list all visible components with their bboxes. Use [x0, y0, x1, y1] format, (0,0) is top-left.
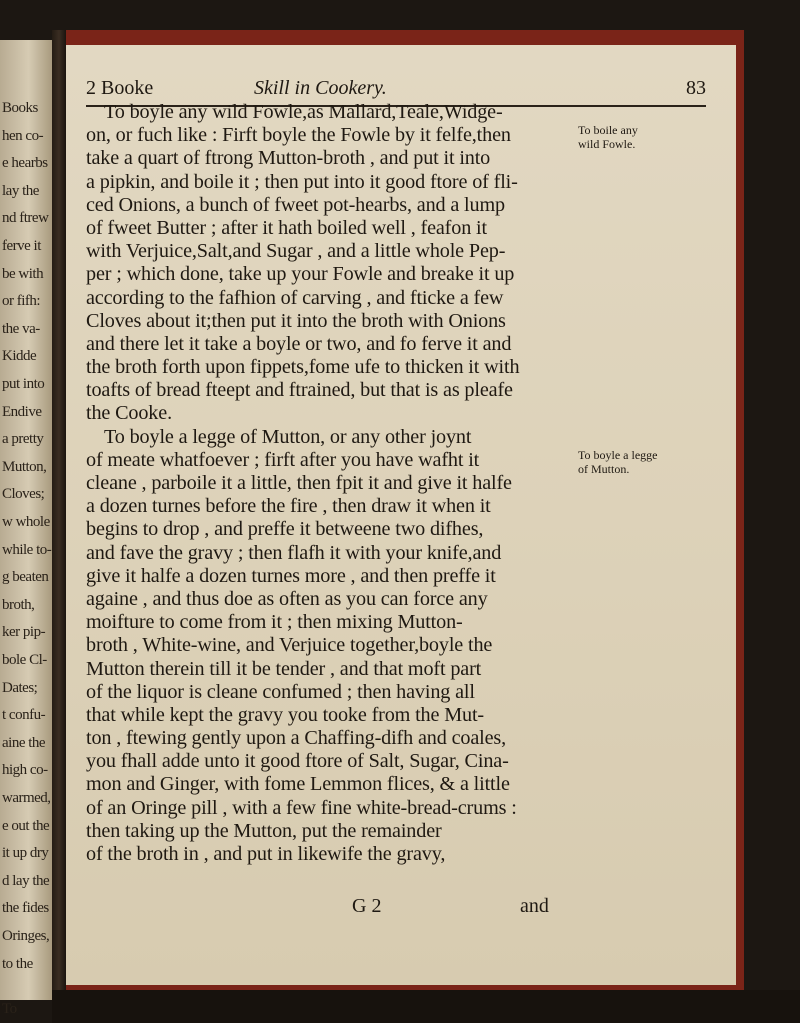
text-line: mon and Ginger, with fome Lemmon flices, & a little — [86, 773, 510, 796]
left-page-fragment: To — [2, 1001, 17, 1018]
text-line: begins to drop , and preffe it betweene two difhes, — [86, 518, 484, 541]
text-line: you fhall adde unto it good ftore of Salt, Sugar, Cina- — [86, 750, 509, 773]
left-page-fragment: put into — [2, 376, 45, 392]
left-page-fragment: Dates; — [2, 679, 38, 696]
left-facing-page — [0, 40, 52, 1018]
left-page-fragment: e out the — [2, 817, 50, 834]
margin-note-legge-of-mutton — [578, 448, 657, 476]
left-page-fragment: Kidde — [2, 348, 37, 365]
text-line: of meate whatfoever ; firft after you have wafht it — [86, 448, 480, 471]
text-line: toafts of bread fteept and ftrained, but that is as pleafe — [86, 379, 513, 402]
left-page-fragment: g beaten — [2, 569, 49, 586]
book-gutter — [52, 30, 66, 1010]
catchword: and — [520, 895, 549, 917]
text-line: broth , White-wine, and Verjuice together,boyle the — [86, 634, 493, 657]
left-page-fragment: ferve it — [2, 238, 41, 254]
left-page-fragment: e hearbs — [2, 155, 48, 172]
text-line: moifture to come from it ; then mixing Mutton- — [86, 611, 463, 634]
margin-note-wild-fowle — [578, 123, 638, 151]
text-line: a dozen turnes before the fire , then draw it when it — [86, 495, 491, 518]
left-page-fragment: bole Cl- — [2, 652, 47, 668]
margin-note-line: To boyle a legge — [578, 448, 658, 462]
page-body-text — [86, 101, 572, 866]
text-line: of the broth in , and put in likewife the gravy, — [86, 843, 446, 865]
text-line: of the liquor is cleane confumed ; then having all — [86, 680, 475, 703]
left-page-fragment: Cloves; — [2, 486, 45, 503]
text-line: on, or fuch like : Firft boyle the Fowle by it felfe,then — [86, 124, 511, 147]
left-page-fragment: w whole — [2, 514, 50, 530]
left-page-fragment: Oringes, — [2, 928, 50, 944]
header-title: Skill in Cookery. — [254, 77, 387, 99]
text-line: that while kept the gravy you tooke from the Mut- — [86, 703, 484, 726]
left-page-fragment: Books — [2, 100, 38, 116]
left-page-fragment: ker pip- — [2, 624, 46, 641]
left-page-fragment: high co- — [2, 762, 48, 779]
left-page-fragment: hen co- — [2, 127, 44, 144]
text-line: againe , and thus doe as often as you can force any — [86, 587, 488, 610]
left-page-fragment: while to- — [2, 541, 52, 558]
left-page-fragment: t confu- — [2, 707, 46, 724]
bottom-shadow — [52, 990, 800, 1023]
text-line: with Verjuice,Salt,and Sugar , and a little whole Pep- — [86, 240, 506, 263]
text-line: Cloves about it;then put it into the broth with Onions — [86, 309, 506, 332]
margin-note-line: To boile any — [578, 123, 638, 137]
left-page-fragment: nd ftrew — [2, 210, 49, 227]
left-page-fragment: be with — [2, 265, 44, 282]
left-page-fragment: a pretty — [2, 431, 44, 448]
left-page-fragment: the fides — [2, 900, 49, 917]
left-page-fragment: Endive — [2, 403, 42, 420]
left-page-fragment: it up dry — [2, 845, 49, 862]
margin-note-line: of Mutton. — [578, 462, 630, 476]
text-line: To boyle any wild Fowle,as Mallard,Teale,Widge- — [104, 101, 503, 123]
left-page-fragment: broth, — [2, 596, 35, 613]
left-page-fragment: warmed, — [2, 790, 51, 806]
left-page-fragment: or fifh: — [2, 293, 41, 310]
book-page — [66, 45, 736, 985]
left-page-fragment: to the — [2, 955, 33, 972]
text-line: per ; which done, take up your Fowle and breake it up — [86, 263, 515, 286]
text-line: Mutton therein till it be tender , and that moft part — [86, 657, 482, 680]
text-line: cleane , parboile it a little, then fpit it and give it halfe — [86, 472, 512, 494]
margin-note-line: wild Fowle. — [578, 137, 636, 151]
signature-mark: G 2 — [352, 895, 382, 917]
page-number: 83 — [686, 77, 706, 99]
text-line: take a quart of ftrong Mutton-broth , and put it into — [86, 147, 491, 170]
text-line: of an Oringe pill , with a few fine white-bread-crums : — [86, 796, 517, 819]
left-page-fragment: Mutton, — [2, 458, 47, 475]
left-page-fragment: lay the — [2, 182, 39, 199]
text-line: and there let it take a boyle or two, and fo ferve it and — [86, 332, 512, 355]
text-line: a pipkin, and boile it ; then put into it good ftore of fli- — [86, 170, 518, 193]
text-line: To boyle a legge of Mutton, or any other joynt — [104, 425, 472, 448]
text-line: give it halfe a dozen turnes more , and then preffe it — [86, 564, 496, 587]
left-page-fragment: aine the — [2, 734, 46, 751]
left-page-fragment: d lay the — [2, 872, 50, 889]
text-line: the broth forth upon fippets,fome ufe to thicken it with — [86, 356, 520, 379]
text-line: then taking up the Mutton, put the remainder — [86, 819, 442, 842]
text-line: of fweet Butter ; after it hath boiled well , feafon it — [86, 216, 487, 239]
text-line: the Cooke. — [86, 402, 172, 425]
text-line: ced Onions, a bunch of fweet pot-hearbs, and a lump — [86, 193, 505, 216]
header-book-number: 2 Booke — [86, 77, 154, 99]
text-line: and fave the gravy ; then flafh it with your knife,and — [86, 541, 502, 564]
text-line: according to the fafhion of carving , and fticke a few — [86, 286, 504, 309]
left-page-fragment: the va- — [2, 320, 40, 337]
text-line: ton , ftewing gently upon a Chaffing-difh and coales, — [86, 727, 506, 750]
